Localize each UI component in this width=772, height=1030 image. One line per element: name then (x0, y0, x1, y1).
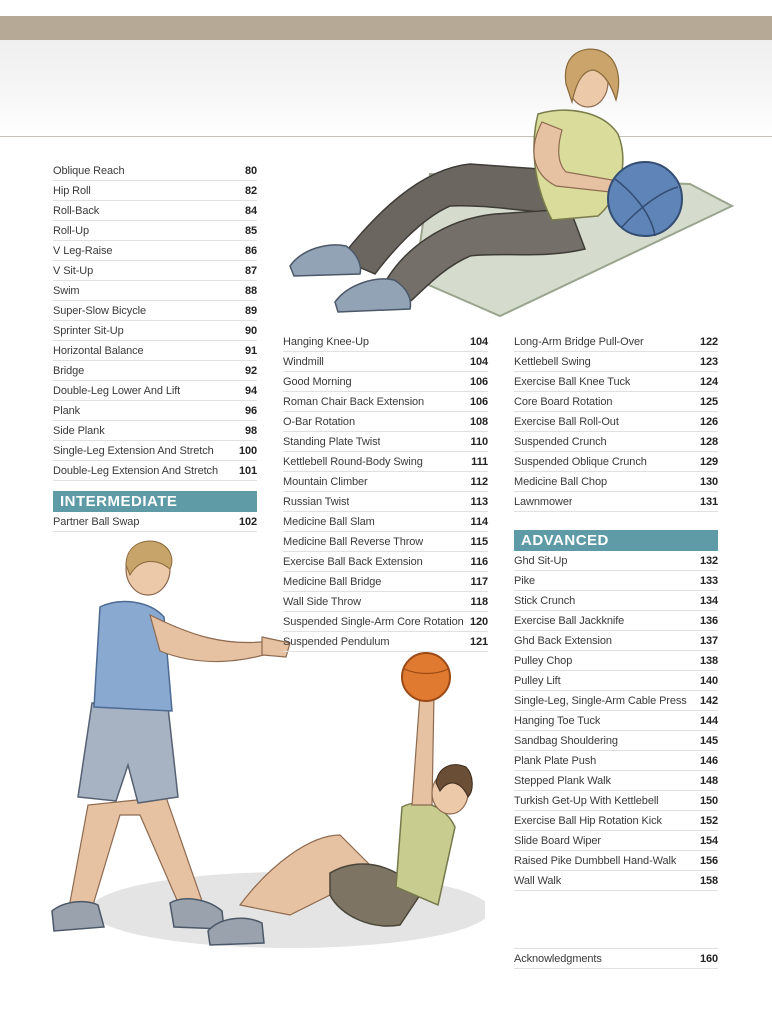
toc-entry[interactable] (53, 381, 257, 401)
toc-entry[interactable] (514, 492, 718, 512)
toc-entry[interactable] (514, 791, 718, 811)
toc-column-middle (283, 332, 488, 652)
toc-entry-title: Sandbag Shouldering (514, 734, 618, 747)
toc-entry-page: 121 (469, 635, 488, 648)
toc-entry-page: 124 (699, 375, 718, 388)
toc-entry-title: Stepped Plank Walk (514, 774, 611, 787)
toc-entry[interactable] (283, 352, 488, 372)
shoe-back (290, 245, 360, 276)
toc-entry[interactable] (53, 341, 257, 361)
toc-entry-title: Suspended Oblique Crunch (514, 455, 647, 468)
toc-entry-title: Suspended Single-Arm Core Rotation (283, 615, 464, 628)
toc-entry[interactable] (283, 532, 488, 552)
toc-entry-page: 118 (470, 595, 488, 608)
toc-entry[interactable] (53, 321, 257, 341)
toc-entry-title: Exercise Ball Jackknife (514, 614, 625, 627)
toc-entry-title: V Sit-Up (53, 264, 94, 277)
toc-entry[interactable] (514, 611, 718, 631)
toc-entry-page: 82 (244, 184, 257, 197)
toc-entry[interactable] (514, 811, 718, 831)
toc-entry-page: 120 (469, 615, 488, 628)
toc-entry-title: Single-Leg, Single-Arm Cable Press (514, 694, 687, 707)
toc-entry-page: 126 (699, 415, 718, 428)
toc-entry[interactable] (514, 332, 718, 352)
toc-entry[interactable] (283, 452, 488, 472)
toc-entry[interactable] (53, 161, 257, 181)
toc-entry[interactable] (514, 871, 718, 891)
toc-entry[interactable] (514, 631, 718, 651)
toc-entry[interactable] (514, 591, 718, 611)
toc-entry-title: O-Bar Rotation (283, 415, 355, 428)
toc-entry[interactable] (283, 612, 488, 632)
toc-entry-title: Suspended Pendulum (283, 635, 390, 648)
toc-entry-title: Sprinter Sit-Up (53, 324, 124, 337)
toc-entry-title: Kettlebell Round-Body Swing (283, 455, 423, 468)
toc-entry-page: 133 (699, 574, 718, 587)
toc-entry-page: 116 (470, 555, 488, 568)
toc-entry-title: Single-Leg Extension And Stretch (53, 444, 214, 457)
shorts (78, 703, 178, 803)
toc-entry-title: Core Board Rotation (514, 395, 613, 408)
toc-entry[interactable] (283, 552, 488, 572)
toc-entry-page: 134 (699, 594, 718, 607)
toc-entry-title: Roman Chair Back Extension (283, 395, 425, 408)
medicine-ball-orange-icon (402, 653, 450, 701)
toc-entry[interactable] (514, 771, 718, 791)
toc-entry-title: V Leg-Raise (53, 244, 113, 257)
shoe-left (52, 902, 104, 931)
toc-entry[interactable] (283, 432, 488, 452)
toc-entry[interactable] (514, 831, 718, 851)
toc-entry[interactable] (53, 221, 257, 241)
toc-entry-page: 90 (244, 324, 257, 337)
toc-entry-title: Pulley Chop (514, 654, 573, 667)
toc-entry-page: 125 (699, 395, 718, 408)
toc-entry[interactable] (53, 441, 257, 461)
toc-entry-page: 123 (699, 355, 718, 368)
toc-entry-page: 101 (238, 464, 257, 477)
toc-entry-page: 122 (699, 335, 718, 348)
toc-entry[interactable] (514, 392, 718, 412)
toc-entry-page: 146 (699, 754, 718, 767)
toc-entry-page: 150 (699, 794, 718, 807)
toc-column-right (514, 332, 718, 969)
toc-entry-title: Good Morning (283, 375, 352, 388)
toc-entry-title: Super-Slow Bicycle (53, 304, 146, 317)
toc-entry-page: 136 (699, 614, 718, 627)
toc-entry-page: 140 (699, 674, 718, 687)
toc-entry[interactable] (53, 361, 257, 381)
toc-entry-page: 129 (699, 455, 718, 468)
toc-entry[interactable] (514, 711, 718, 731)
toc-entry-page: 84 (244, 204, 257, 217)
toc-entry-title: Kettlebell Swing (514, 355, 591, 368)
toc-entry[interactable] (514, 372, 718, 392)
toc-column-left (53, 161, 257, 532)
toc-entry-page: 94 (244, 384, 257, 397)
toc-entry-title: Exercise Ball Hip Rotation Kick (514, 814, 662, 827)
toc-entry-title: Stick Crunch (514, 594, 576, 607)
toc-entry-title: Turkish Get-Up With Kettlebell (514, 794, 659, 807)
toc-entry-title: Wall Walk (514, 874, 562, 887)
toc-entry-title: Pike (514, 574, 535, 587)
toc-entry[interactable] (514, 851, 718, 871)
section-heading-advanced: ADVANCED (514, 530, 718, 551)
toc-entry-page: 115 (470, 535, 488, 548)
toc-entry-page: 117 (470, 575, 488, 588)
toc-entry[interactable] (53, 241, 257, 261)
toc-entry-page: 142 (699, 694, 718, 707)
toc-entry-title: Swim (53, 284, 80, 297)
toc-entry-page: 112 (470, 475, 488, 488)
toc-entry[interactable] (283, 592, 488, 612)
toc-entry-title: Partner Ball Swap (53, 515, 140, 528)
toc-entry-page: 137 (699, 634, 718, 647)
toc-entry-page: 152 (699, 814, 718, 827)
toc-entry-page: 106 (469, 375, 488, 388)
toc-entry[interactable] (514, 751, 718, 771)
medicine-ball-blue-icon (608, 162, 682, 236)
toc-entry-page: 86 (244, 244, 257, 257)
toc-entry[interactable] (283, 472, 488, 492)
toc-entry-title: Hip Roll (53, 184, 91, 197)
toc-entry-title: Oblique Reach (53, 164, 125, 177)
toc-entry[interactable] (283, 512, 488, 532)
toc-entry[interactable] (514, 352, 718, 372)
toc-entry-title: Pulley Lift (514, 674, 561, 687)
toc-entry-title: Side Plank (53, 424, 105, 437)
toc-entry-page: 144 (699, 714, 718, 727)
toc-entry-page: 87 (244, 264, 257, 277)
toc-entry[interactable] (514, 452, 718, 472)
toc-entry-page: 102 (238, 515, 257, 528)
shoe-front (335, 279, 410, 312)
toc-entry-title: Roll-Back (53, 204, 100, 217)
toc-entry-page: 89 (244, 304, 257, 317)
raised-arms (412, 695, 434, 805)
toc-entry-page: 104 (469, 355, 488, 368)
toc-entry-title: Medicine Ball Slam (283, 515, 375, 528)
toc-entry[interactable] (53, 181, 257, 201)
toc-entry-title: Roll-Up (53, 224, 89, 237)
toc-entry-page: 104 (469, 335, 488, 348)
toc-entry[interactable] (514, 472, 718, 492)
toc-entry-page: 106 (469, 395, 488, 408)
toc-entry-title: Ghd Back Extension (514, 634, 612, 647)
toc-entry-page: 145 (699, 734, 718, 747)
toc-entry[interactable] (283, 492, 488, 512)
toc-entry-page: 154 (699, 834, 718, 847)
arms-reaching (150, 615, 278, 662)
toc-entry-page: 111 (471, 455, 488, 468)
toc-entry[interactable] (514, 691, 718, 711)
toc-entry-page: 156 (699, 854, 718, 867)
toc-entry-title: Suspended Crunch (514, 435, 607, 448)
toc-entry[interactable] (283, 392, 488, 412)
toc-entry-title: Medicine Ball Bridge (283, 575, 382, 588)
toc-entry-title: Medicine Ball Reverse Throw (283, 535, 424, 548)
toc-entry-page: 85 (244, 224, 257, 237)
header-bar (0, 16, 772, 40)
toc-entry-title: Plank (53, 404, 81, 417)
toc-entry[interactable] (283, 412, 488, 432)
toc-entry-title: Hanging Toe Tuck (514, 714, 601, 727)
toc-entry-title: Hanging Knee-Up (283, 335, 369, 348)
toc-entry-title: Double-Leg Extension And Stretch (53, 464, 218, 477)
toc-entry-title: Raised Pike Dumbbell Hand-Walk (514, 854, 677, 867)
toc-entry-title: Exercise Ball Back Extension (283, 555, 423, 568)
toc-entry-page: 80 (244, 164, 257, 177)
toc-entry-title: Exercise Ball Roll-Out (514, 415, 619, 428)
toc-entry-page: 128 (699, 435, 718, 448)
toc-entry-title: Double-Leg Lower And Lift (53, 384, 181, 397)
toc-entry[interactable] (283, 632, 488, 652)
toc-entry-page: 96 (244, 404, 257, 417)
toc-entry-page: 110 (470, 435, 488, 448)
toc-entry[interactable] (514, 571, 718, 591)
toc-entry-page: 91 (244, 344, 257, 357)
toc-entry[interactable] (53, 461, 257, 481)
toc-entry-title: Medicine Ball Chop (514, 475, 607, 488)
toc-entry[interactable] (514, 651, 718, 671)
toc-entry[interactable] (53, 281, 257, 301)
toc-entry-title: Bridge (53, 364, 85, 377)
toc-entry-acknowledgments[interactable] (514, 949, 718, 969)
toc-entry-title: Standing Plate Twist (283, 435, 381, 448)
toc-entry[interactable] (514, 671, 718, 691)
toc-entry[interactable] (53, 201, 257, 221)
toc-entry[interactable] (514, 432, 718, 452)
toc-entry[interactable] (283, 332, 488, 352)
toc-entry[interactable] (53, 512, 257, 532)
toc-entry-title: Slide Board Wiper (514, 834, 601, 847)
toc-entry[interactable] (53, 421, 257, 441)
toc-entry-page: 113 (470, 495, 488, 508)
toc-entry-title: Russian Twist (283, 495, 350, 508)
toc-entry-page: 131 (699, 495, 718, 508)
toc-entry-title: Mountain Climber (283, 475, 368, 488)
toc-entry[interactable] (283, 372, 488, 392)
toc-entry-title: Lawnmower (514, 495, 573, 508)
toc-entry[interactable] (283, 572, 488, 592)
illustration-russian-twist (280, 44, 740, 329)
toc-entry[interactable] (514, 551, 718, 571)
toc-entry[interactable] (514, 731, 718, 751)
section-heading-intermediate: INTERMEDIATE (53, 491, 257, 512)
toc-entry[interactable] (53, 301, 257, 321)
toc-entry-title: Windmill (283, 355, 324, 368)
toc-entry-title: Plank Plate Push (514, 754, 597, 767)
toc-entry-page: 160 (699, 952, 718, 965)
toc-entry-page: 88 (244, 284, 257, 297)
toc-entry-page: 114 (470, 515, 488, 528)
toc-entry-page: 148 (699, 774, 718, 787)
toc-entry[interactable] (514, 412, 718, 432)
toc-entry-page: 158 (699, 874, 718, 887)
toc-entry-title: Long-Arm Bridge Pull-Over (514, 335, 644, 348)
toc-entry-page: 132 (699, 554, 718, 567)
toc-entry-title: Acknowledgments (514, 952, 602, 965)
toc-entry-title: Ghd Sit-Up (514, 554, 568, 567)
toc-entry-title: Horizontal Balance (53, 344, 144, 357)
toc-entry-title: Exercise Ball Knee Tuck (514, 375, 631, 388)
toc-entry-page: 100 (238, 444, 257, 457)
toc-entry-page: 108 (469, 415, 488, 428)
toc-entry[interactable] (53, 261, 257, 281)
tank-top (94, 602, 172, 711)
toc-entry-page: 92 (244, 364, 257, 377)
toc-entry-page: 130 (699, 475, 718, 488)
toc-entry-title: Wall Side Throw (283, 595, 361, 608)
toc-entry[interactable] (53, 401, 257, 421)
toc-entry-page: 98 (244, 424, 257, 437)
toc-entry-page: 138 (699, 654, 718, 667)
